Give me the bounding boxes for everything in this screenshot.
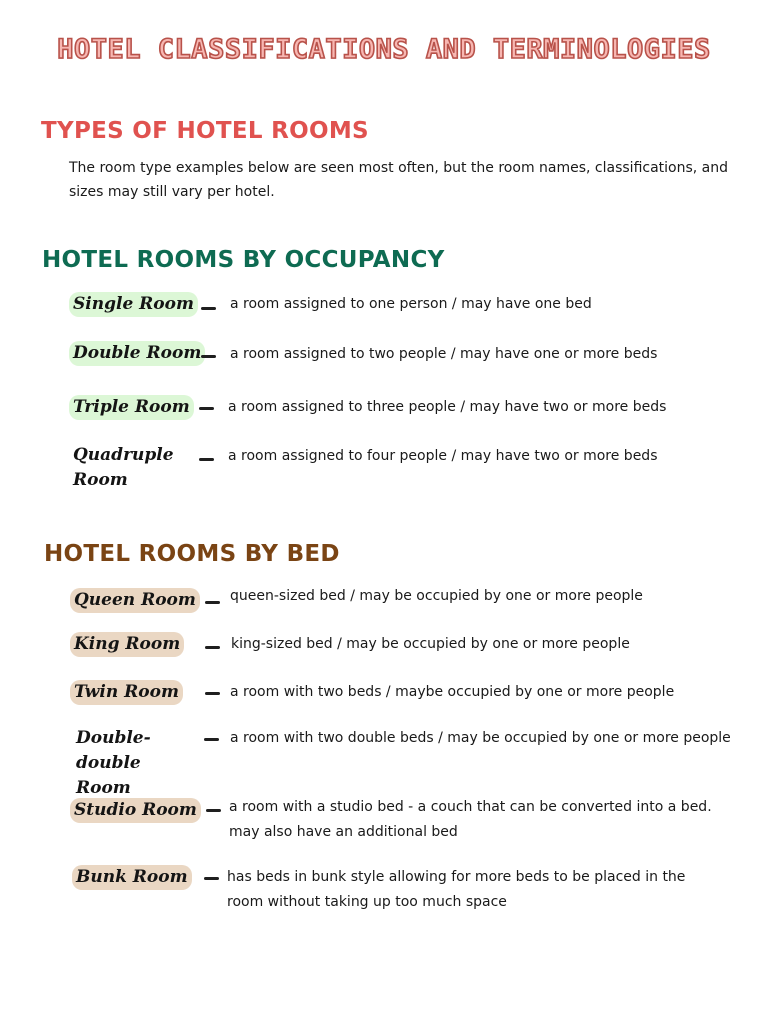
term-studio-room: Studio Room bbox=[70, 798, 201, 823]
term-double-room: Double Room bbox=[69, 341, 205, 366]
term-queen-room: Queen Room bbox=[70, 588, 200, 613]
desc-bunk-room: has beds in bunk style allowing for more beds to be placed in the room without taking up too much space bbox=[227, 869, 686, 910]
term-quadruple-room: Quadruple Room bbox=[73, 445, 174, 490]
term-triple-room: Triple Room bbox=[69, 395, 194, 420]
desc-double-room: a room assigned to two people / may have one or more beds bbox=[230, 346, 658, 362]
term-bunk-room: Bunk Room bbox=[72, 865, 192, 890]
dash-divider bbox=[199, 458, 214, 461]
dash-divider bbox=[204, 738, 219, 741]
desc-twin-room: a room with two beds / maybe occupied by one or more people bbox=[230, 684, 675, 700]
term-king-room: King Room bbox=[70, 632, 184, 657]
occupancy-heading: HOTEL ROOMS BY OCCUPANCY bbox=[42, 247, 445, 273]
dash-divider bbox=[205, 646, 220, 649]
types-intro: The room type examples below are seen most often, but the room names, classifications, and sizes may still vary per hotel. bbox=[69, 160, 729, 200]
dash-divider bbox=[205, 601, 220, 604]
desc-king-room: king-sized bed / may be occupied by one or more people bbox=[231, 636, 630, 652]
desc-studio-room: a room with a studio bed - a couch that can be converted into a bed. may also have an additional bed bbox=[229, 799, 712, 840]
desc-single-room: a room assigned to one person / may have one bed bbox=[230, 296, 592, 312]
dash-divider bbox=[206, 809, 221, 812]
term-twin-room: Twin Room bbox=[70, 680, 183, 705]
types-heading: TYPES OF HOTEL ROOMS bbox=[41, 118, 369, 144]
bed-heading: HOTEL ROOMS BY BED bbox=[44, 541, 340, 567]
term-single-room: Single Room bbox=[69, 292, 198, 317]
desc-quadruple-room: a room assigned to four people / may have two or more beds bbox=[228, 448, 658, 464]
dash-divider bbox=[201, 307, 216, 310]
desc-double-double-room: a room with two double beds / may be occupied by one or more people bbox=[230, 730, 731, 746]
page-title: HOTEL CLASSIFICATIONS AND TERMINOLOGIES bbox=[57, 34, 711, 65]
dash-divider bbox=[204, 877, 219, 880]
dash-divider bbox=[201, 355, 216, 358]
term-double-double-room: Double-double Room bbox=[76, 728, 151, 798]
dash-divider bbox=[199, 407, 214, 410]
desc-triple-room: a room assigned to three people / may have two or more beds bbox=[228, 399, 667, 415]
dash-divider bbox=[205, 692, 220, 695]
desc-queen-room: queen-sized bed / may be occupied by one or more people bbox=[230, 588, 643, 604]
